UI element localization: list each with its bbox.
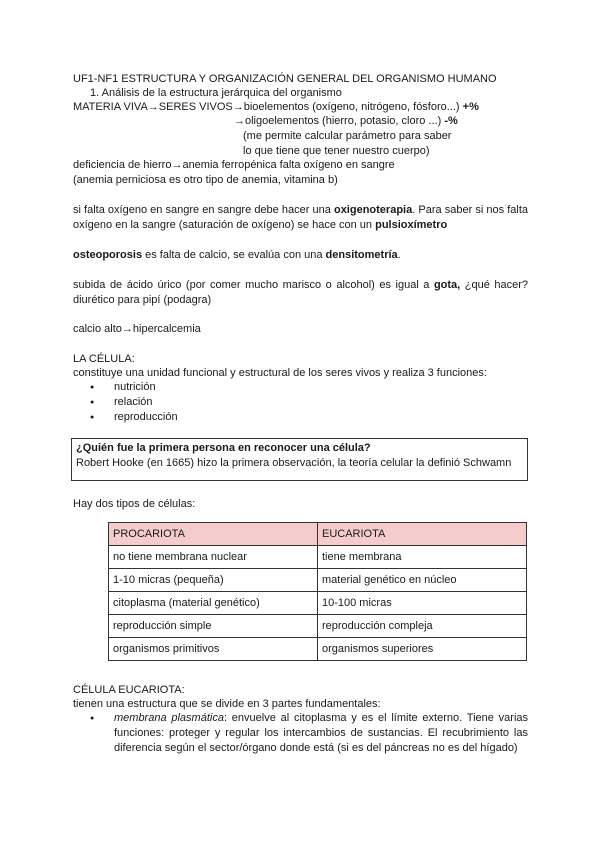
table-cell: citoplasma (material genético) [109, 592, 318, 615]
hierarchy-line-2-text: →oligoelementos (hierro, potasio, cloro ...) [234, 115, 445, 127]
anemia-line-2: (anemia perniciosa es otro tipo de anemia, vitamina b) [73, 174, 338, 186]
table-cell: no tiene membrana nuclear [109, 546, 318, 569]
question-box [71, 438, 528, 481]
hierarchy-line-2-suffix: -% [444, 115, 458, 127]
document-title: UF1-NF1 ESTRUCTURA Y ORGANIZACIÓN GENERAL DEL ORGANISMO HUMANO [73, 73, 497, 85]
table-cell: reproducción compleja [318, 615, 527, 638]
bullet-icon: ● [90, 715, 95, 722]
eukaryote-intro: tienen una estructura que se divide en 3 partes fundamentales: [73, 698, 381, 710]
bullet-text [114, 711, 528, 756]
eukaryote-bullet [73, 711, 528, 756]
osteo-term-2: densitometría [325, 249, 398, 261]
table-cell: tiene membrana [318, 546, 527, 569]
anemia-line-1: deficiencia de hierro→anemia ferropénica falta oxígeno en sangre [73, 159, 395, 171]
osteo-term-1: osteoporosis [73, 249, 143, 261]
oxygen-text-1: si falta oxígeno en sangre en sangre debe hacer una [73, 204, 334, 216]
osteo-paragraph [73, 248, 401, 262]
question-text: ¿Quién fue la primera persona en reconocer una célula? [76, 442, 371, 454]
gout-term: gota, [433, 279, 461, 291]
table-cell: 1-10 micras (pequeña) [109, 569, 318, 592]
table-row [109, 546, 527, 569]
cell-functions-list [73, 380, 178, 425]
table-header-row [109, 523, 527, 546]
hierarchy-line-4: lo que tiene que tener nuestro cuerpo) [243, 145, 430, 157]
table-row [109, 615, 527, 638]
numbered-item: 1. Análisis de la estructura jerárquica del organismo [90, 87, 342, 99]
oxygen-term-2: pulsioxímetro [375, 219, 448, 231]
table-row [109, 592, 527, 615]
table-cell: 10-100 micras [318, 592, 527, 615]
table-cell: material genético en núcleo [318, 569, 527, 592]
osteo-text-2: . [397, 249, 401, 261]
answer-text: Robert Hooke (en 1665) hizo la primera observación, la teoría celular la definió Schwamn [76, 457, 512, 469]
table-cell: reproducción simple [109, 615, 318, 638]
table-row [109, 569, 527, 592]
bullet-description: : envuelve al citoplasma y es el límite externo. Tiene varias funciones: proteger y regular los intercambios de sustancias. El recubrimiento las diferencia según el sector/órgano donde está (si es del páncreas no es del hígado) [114, 712, 529, 754]
list-item: ● nutrición [73, 380, 178, 395]
hierarchy-line-1-text: MATERIA VIVA→SERES VIVOS→bioelementos (oxígeno, nitrógeno, fósforo...) [73, 101, 463, 113]
gout-text-1: subida de ácido úrico (por comer mucho marisco o alcohol) es igual a [73, 279, 434, 291]
hierarchy-line-1 [73, 100, 479, 114]
header-procariota: PROCARIOTA [109, 523, 318, 546]
hierarchy-line-3: (me permite calcular parámetro para saber [243, 130, 452, 142]
table-row [109, 638, 527, 661]
hierarchy-line-2 [234, 114, 458, 128]
calcium-line: calcio alto→hipercalcemia [73, 323, 201, 335]
table-cell: organismos superiores [318, 638, 527, 661]
gout-text-2: ¿qué hacer? diurético para pipí (podagra) [73, 279, 529, 306]
cell-heading: LA CÉLULA: [73, 353, 135, 365]
osteo-text-1: es falta de calcio, se evalúa con una [142, 249, 326, 261]
bullet-term: membrana plasmática [114, 712, 224, 724]
oxygen-paragraph [73, 203, 528, 233]
list-item: ● relación [73, 395, 178, 410]
list-item: ● reproducción [73, 410, 178, 425]
gout-paragraph [73, 278, 528, 308]
oxygen-text-2: . Para saber si nos falta oxígeno en la sangre (saturación de oxígeno) se hace con un [73, 204, 528, 231]
oxygen-term-1: oxigenoterapia [333, 204, 413, 216]
cell-types-table [108, 522, 527, 661]
eukaryote-heading: CÉLULA EUCARIOTA: [73, 684, 185, 696]
table-cell: organismos primitivos [109, 638, 318, 661]
hierarchy-line-1-suffix: +% [462, 101, 479, 113]
cell-intro: constituye una unidad funcional y estructural de los seres vivos y realiza 3 funciones: [73, 367, 487, 379]
cell-types-intro: Hay dos tipos de células: [73, 498, 196, 510]
header-eucariota: EUCARIOTA [318, 523, 527, 546]
